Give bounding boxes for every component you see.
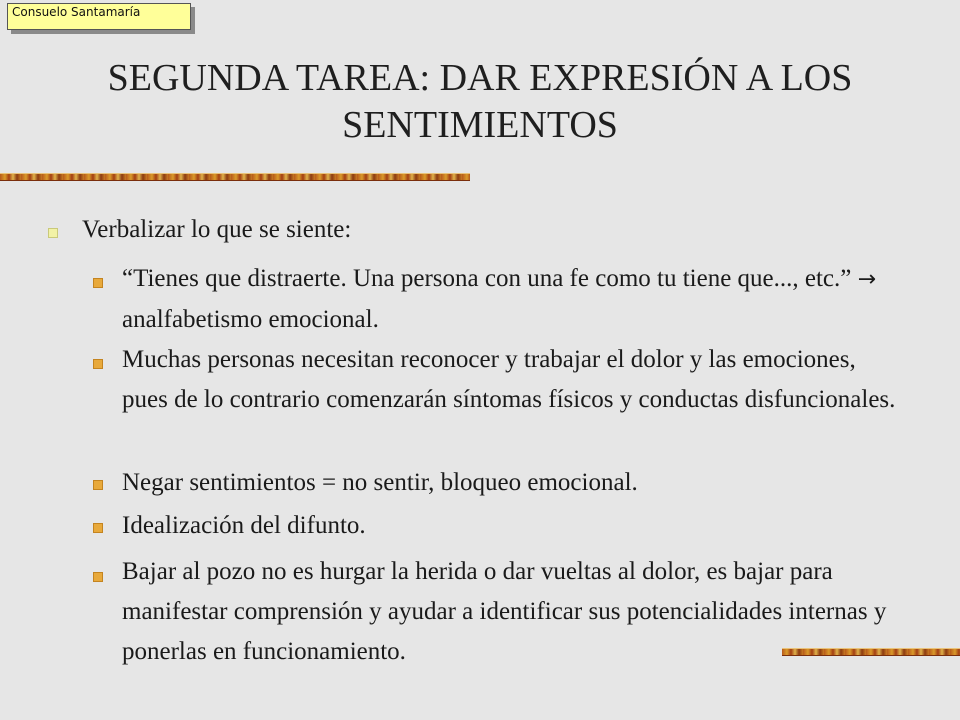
footer-divider xyxy=(782,648,960,656)
bullet-level2-text: Idealización del difunto. xyxy=(122,512,366,539)
author-label: Consuelo Santamaría xyxy=(7,3,191,30)
bullet-text-after: analfabetismo emocional. xyxy=(122,306,379,333)
bullet-level2-text: Bajar al pozo no es hurgar la herida o dar vueltas al dolor, es bajar para manifestar comprensión y ayudar a identificar sus potencialidades internas y ponerlas en funcionamiento. xyxy=(122,558,887,665)
bullet-square-icon xyxy=(93,523,103,533)
bullet-square-icon xyxy=(93,359,103,369)
bullet-square-icon xyxy=(93,572,103,582)
bullet-square-icon xyxy=(93,278,103,288)
bullet-level2-text xyxy=(122,259,902,340)
slide-title: SEGUNDA TAREA: DAR EXPRESIÓN A LOS SENTIMIENTOS xyxy=(107,57,853,146)
bullet-text-before: “Tienes que distraerte. Una persona con una fe como tu tiene que..., etc.” xyxy=(122,265,858,292)
bullet-level2-text: Muchas personas necesitan reconocer y trabajar el dolor y las emociones, pues de lo contrario comenzarán síntomas físicos y conductas disfuncionales. xyxy=(122,346,896,413)
bullet-square-icon xyxy=(48,228,58,238)
bullet-level2-text: Negar sentimientos = no sentir, bloqueo emocional. xyxy=(122,469,638,496)
bullet-level1-text: Verbalizar lo que se siente: xyxy=(82,216,352,243)
arrow-right-icon: → xyxy=(857,267,877,292)
bullet-square-icon xyxy=(93,480,103,490)
